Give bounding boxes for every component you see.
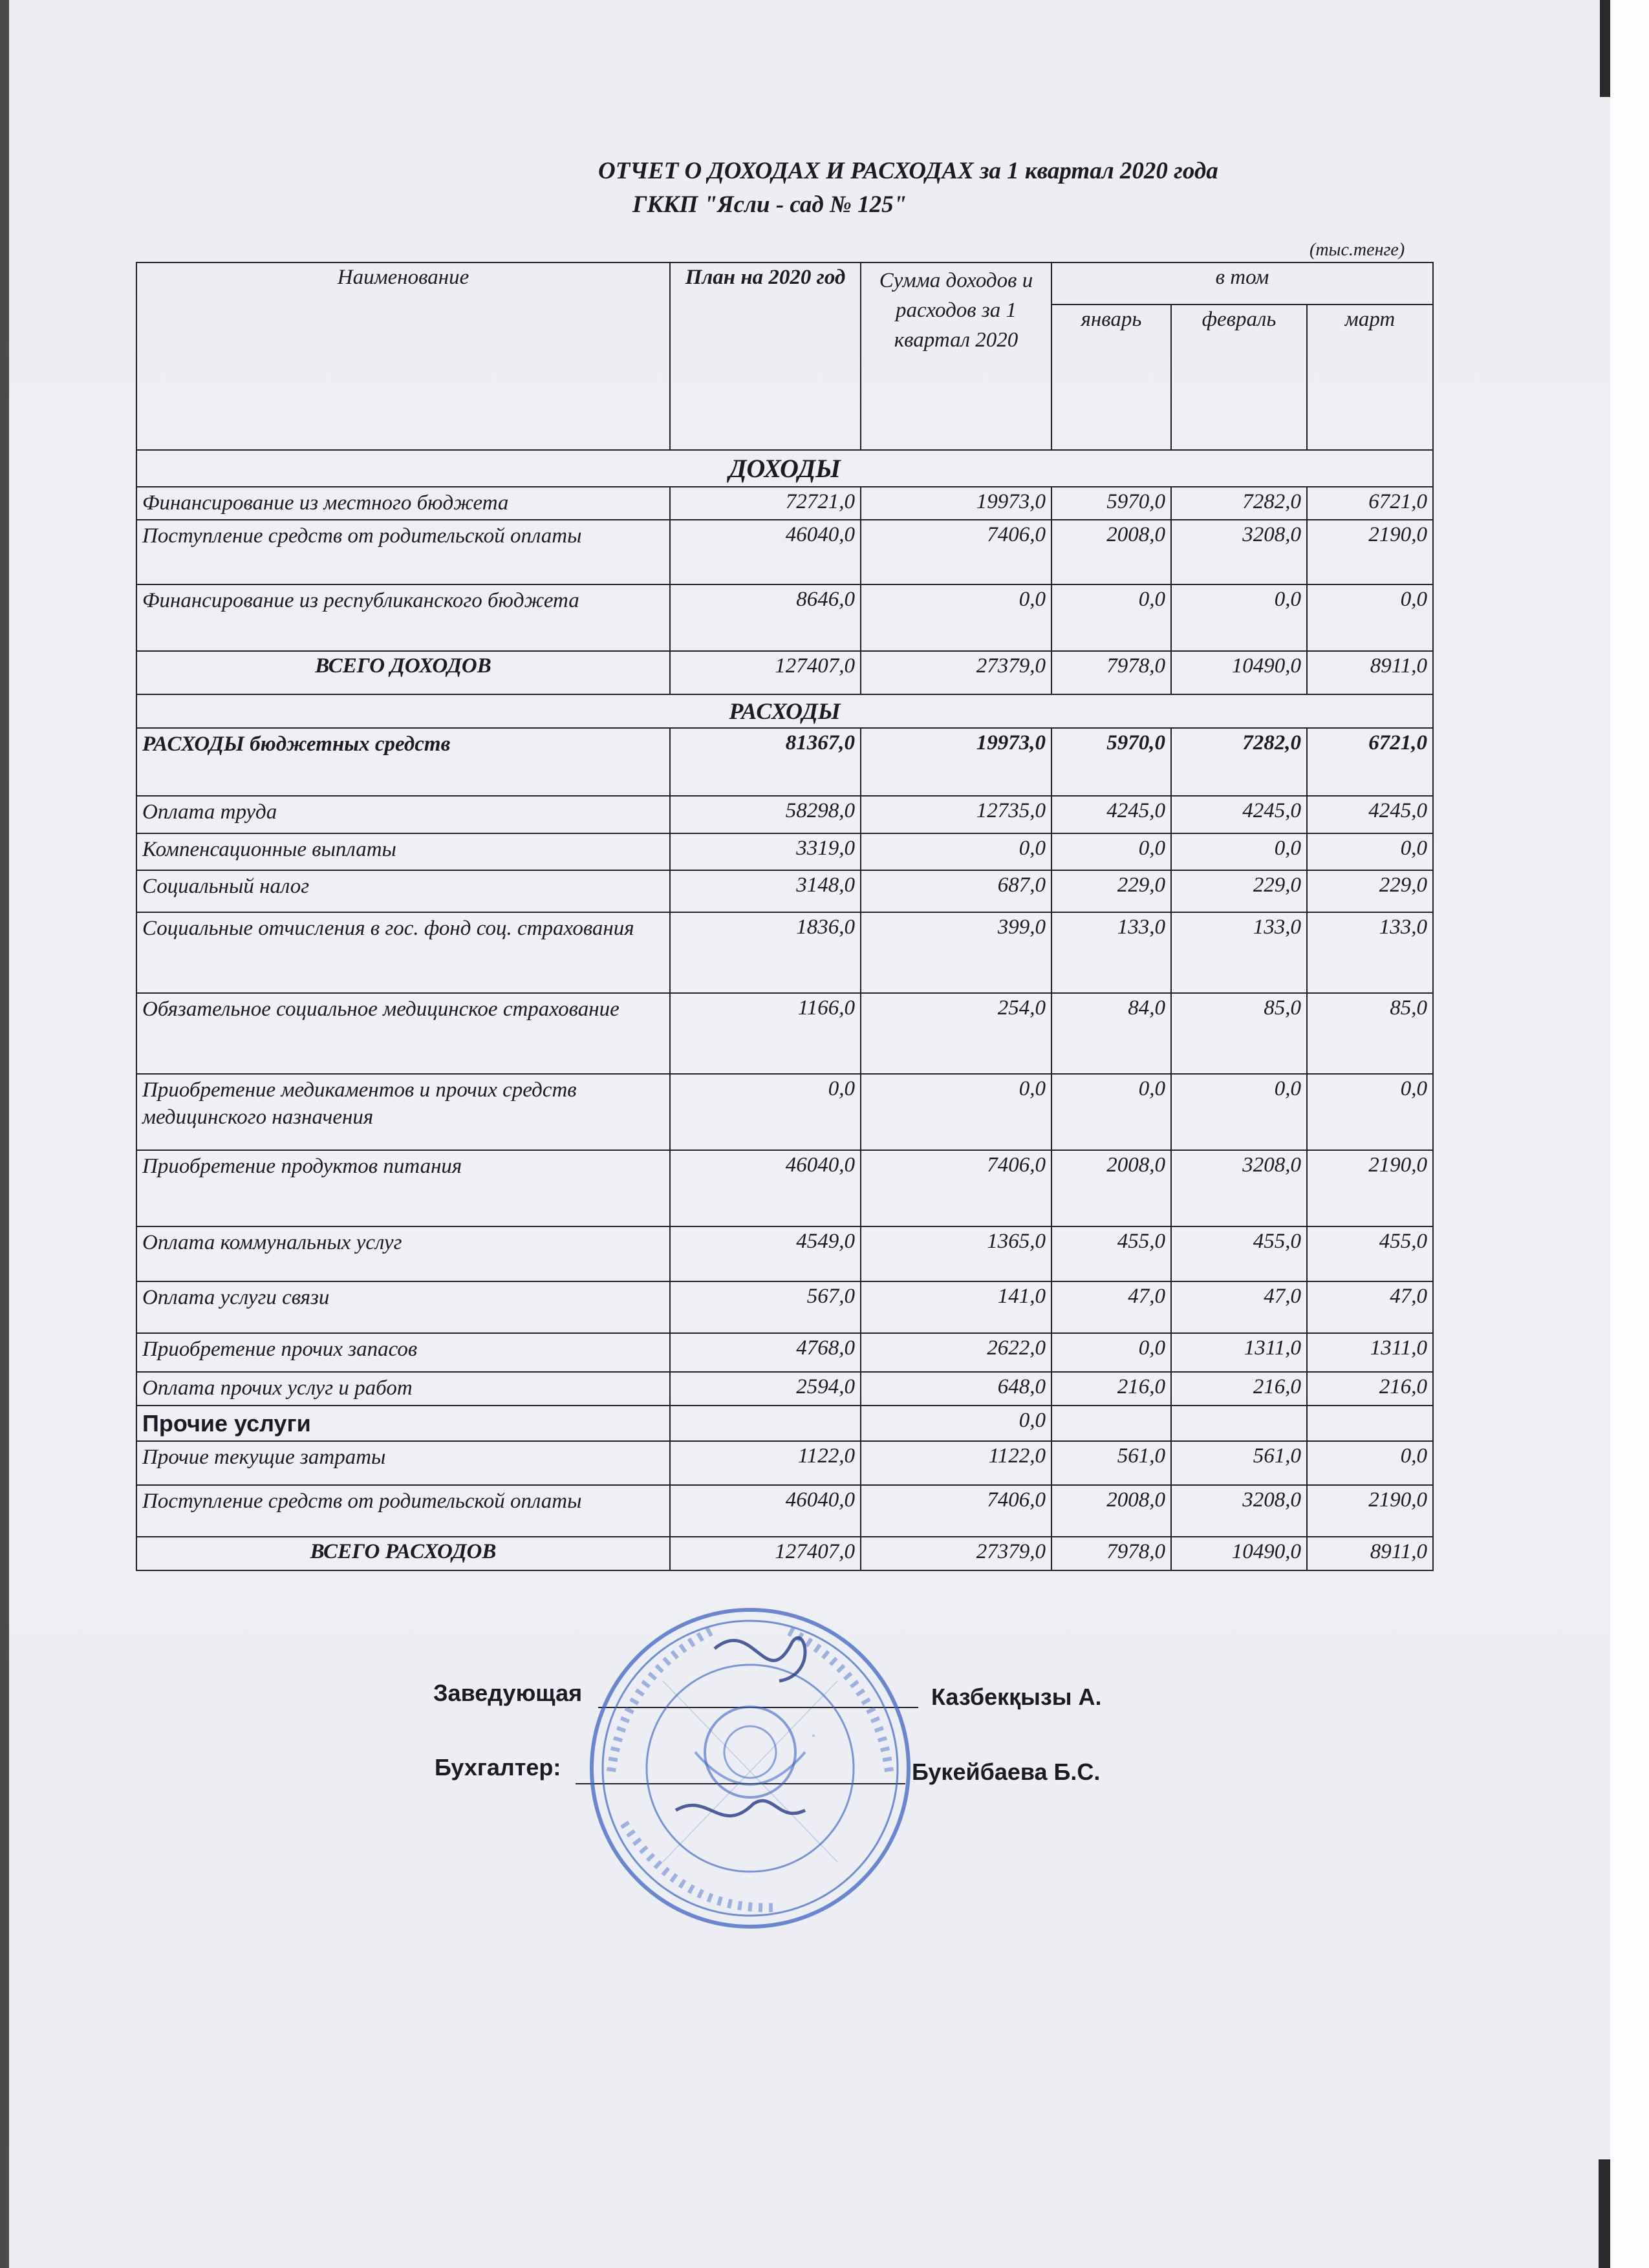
expense-row [136, 1441, 1433, 1485]
row-name-cell: Социальный налог [136, 870, 670, 912]
value-cell-plan: 1122,0 [670, 1441, 861, 1485]
value-cell-sum: 19973,0 [861, 487, 1051, 520]
value-cell-mar: 216,0 [1307, 1372, 1433, 1406]
value-cell-jan: 7978,0 [1051, 651, 1171, 694]
value-cell-mar: 6721,0 [1307, 487, 1433, 520]
value-cell-mar: 0,0 [1307, 1441, 1433, 1485]
header-including: в том [1051, 262, 1433, 305]
income-row [136, 520, 1433, 584]
value-cell-sum: 1365,0 [861, 1226, 1051, 1281]
row-name-cell: Обязательное социальное медицинское страхование [136, 993, 670, 1074]
header-sum: Сумма доходов и расходов за 1 квартал 2020 [861, 262, 1051, 450]
value-cell-sum: 27379,0 [861, 651, 1051, 694]
value-cell-plan: 567,0 [670, 1281, 861, 1333]
scan-edge-mark-top [1600, 0, 1610, 97]
value-cell-sum: 687,0 [861, 870, 1051, 912]
expense-section-row [136, 694, 1433, 728]
header-row-1 [136, 262, 1433, 305]
value-cell-jan: 2008,0 [1051, 1150, 1171, 1226]
value-cell-feb: 229,0 [1171, 870, 1307, 912]
value-cell-sum: 648,0 [861, 1372, 1051, 1406]
row-name-cell: Социальные отчисления в гос. фонд соц. страхования [136, 912, 670, 993]
row-name-cell: Финансирование из местного бюджета [136, 487, 670, 520]
value-cell-feb: 10490,0 [1171, 651, 1307, 694]
expense-row [136, 796, 1433, 833]
header-plan: План на 2020 год [670, 262, 861, 450]
value-cell-jan: 5970,0 [1051, 487, 1171, 520]
value-cell-plan: 46040,0 [670, 1485, 861, 1537]
value-cell-plan: 46040,0 [670, 520, 861, 584]
value-cell-feb: 7282,0 [1171, 728, 1307, 796]
income-total-row [136, 651, 1433, 694]
expense-row [136, 833, 1433, 870]
value-cell-feb: 4245,0 [1171, 796, 1307, 833]
row-name-cell: Финансирование из республиканского бюджета [136, 584, 670, 651]
report-table [136, 262, 1434, 1571]
value-cell-mar: 85,0 [1307, 993, 1433, 1074]
expense-row [136, 1333, 1433, 1372]
value-cell-plan: 8646,0 [670, 584, 861, 651]
value-cell-jan: 5970,0 [1051, 728, 1171, 796]
value-cell-plan: 4768,0 [670, 1333, 861, 1372]
value-cell-sum: 0,0 [861, 833, 1051, 870]
row-name-cell: Приобретение прочих запасов [136, 1333, 670, 1372]
value-cell-plan: 2594,0 [670, 1372, 861, 1406]
scan-edge-mark-bottom [1599, 2159, 1610, 2268]
expense-budget-row [136, 728, 1433, 796]
value-cell-feb: 3208,0 [1171, 1485, 1307, 1537]
value-cell-mar: 2190,0 [1307, 520, 1433, 584]
expense-row [136, 912, 1433, 993]
units-note: (тыс.тенге) [1310, 240, 1405, 260]
value-cell-jan: 561,0 [1051, 1441, 1171, 1485]
row-name-cell: Приобретение медикаментов и прочих средств медицинского назначения [136, 1074, 670, 1150]
expense-total-row [136, 1537, 1433, 1570]
expense-row [136, 870, 1433, 912]
value-cell-jan: 216,0 [1051, 1372, 1171, 1406]
value-cell-sum: 2622,0 [861, 1333, 1051, 1372]
value-cell-sum: 1122,0 [861, 1441, 1051, 1485]
value-cell-mar: 1311,0 [1307, 1333, 1433, 1372]
value-cell-jan: 4245,0 [1051, 796, 1171, 833]
expense-row [136, 993, 1433, 1074]
value-cell-feb: 216,0 [1171, 1372, 1307, 1406]
value-cell-jan: 47,0 [1051, 1281, 1171, 1333]
value-cell-sum: 7406,0 [861, 520, 1051, 584]
row-name-cell: Поступление средств от родительской оплаты [136, 520, 670, 584]
value-cell-jan: 229,0 [1051, 870, 1171, 912]
value-cell-sum: 12735,0 [861, 796, 1051, 833]
value-cell-plan: 1836,0 [670, 912, 861, 993]
report-title: ОТЧЕТ О ДОХОДАХ И РАСХОДАХ за 1 квартал 2020 года [598, 158, 1218, 184]
value-cell-mar: 229,0 [1307, 870, 1433, 912]
header-name: Наименование [136, 262, 670, 450]
svg-text:*: * [812, 1732, 815, 1741]
accountant-name: Букейбаева Б.С. [912, 1759, 1101, 1785]
value-cell-sum: 0,0 [861, 1406, 1051, 1441]
expense-row [136, 1074, 1433, 1150]
value-cell-mar: 8911,0 [1307, 1537, 1433, 1570]
value-cell-plan: 0,0 [670, 1074, 861, 1150]
expense-section-label: РАСХОДЫ [136, 694, 1433, 728]
row-name-cell: ВСЕГО ДОХОДОВ [136, 651, 670, 694]
header-feb: февраль [1171, 305, 1307, 450]
official-seal [585, 1603, 915, 1933]
value-cell-plan: 3319,0 [670, 833, 861, 870]
row-name-cell: РАСХОДЫ бюджетных средств [136, 728, 670, 796]
row-name-cell: Прочие услуги [136, 1406, 670, 1441]
head-role: Заведующая [433, 1680, 583, 1706]
row-name-cell: Оплата труда [136, 796, 670, 833]
income-row [136, 584, 1433, 651]
value-cell-plan: 46040,0 [670, 1150, 861, 1226]
header-jan: январь [1051, 305, 1171, 450]
value-cell-plan: 81367,0 [670, 728, 861, 796]
value-cell-jan: 84,0 [1051, 993, 1171, 1074]
row-name-cell: Компенсационные выплаты [136, 833, 670, 870]
expense-row [136, 1372, 1433, 1406]
value-cell-plan: 3148,0 [670, 870, 861, 912]
value-cell-mar: 2190,0 [1307, 1485, 1433, 1537]
value-cell-mar: 6721,0 [1307, 728, 1433, 796]
scan-edge-left [0, 0, 9, 2268]
value-cell-mar: 0,0 [1307, 833, 1433, 870]
value-cell-sum: 254,0 [861, 993, 1051, 1074]
value-cell-feb: 85,0 [1171, 993, 1307, 1074]
expense-row [136, 1485, 1433, 1537]
value-cell-feb: 0,0 [1171, 1074, 1307, 1150]
expense-row [136, 1406, 1433, 1441]
value-cell-plan: 1166,0 [670, 993, 861, 1074]
expense-row [136, 1281, 1433, 1333]
expense-row [136, 1226, 1433, 1281]
value-cell-jan: 2008,0 [1051, 1485, 1171, 1537]
row-name-cell: Приобретение продуктов питания [136, 1150, 670, 1226]
value-cell-mar: 0,0 [1307, 584, 1433, 651]
value-cell-feb: 10490,0 [1171, 1537, 1307, 1570]
value-cell-feb: 455,0 [1171, 1226, 1307, 1281]
value-cell-feb: 47,0 [1171, 1281, 1307, 1333]
value-cell-feb [1171, 1406, 1307, 1441]
value-cell-mar [1307, 1406, 1433, 1441]
value-cell-feb: 133,0 [1171, 912, 1307, 993]
value-cell-feb: 561,0 [1171, 1441, 1307, 1485]
value-cell-sum: 7406,0 [861, 1485, 1051, 1537]
value-cell-jan: 0,0 [1051, 833, 1171, 870]
value-cell-jan: 133,0 [1051, 912, 1171, 993]
value-cell-plan: 58298,0 [670, 796, 861, 833]
income-section-row [136, 450, 1433, 487]
head-name: Казбекқызы А. [931, 1684, 1102, 1710]
value-cell-jan [1051, 1406, 1171, 1441]
value-cell-plan: 4549,0 [670, 1226, 861, 1281]
value-cell-mar: 455,0 [1307, 1226, 1433, 1281]
header-mar: март [1307, 305, 1433, 450]
value-cell-jan: 0,0 [1051, 1074, 1171, 1150]
value-cell-plan: 127407,0 [670, 651, 861, 694]
expense-row [136, 1150, 1433, 1226]
row-name-cell: Прочие текущие затраты [136, 1441, 670, 1485]
value-cell-mar: 47,0 [1307, 1281, 1433, 1333]
value-cell-plan: 72721,0 [670, 487, 861, 520]
value-cell-sum: 19973,0 [861, 728, 1051, 796]
value-cell-jan: 0,0 [1051, 1333, 1171, 1372]
value-cell-feb: 7282,0 [1171, 487, 1307, 520]
value-cell-sum: 399,0 [861, 912, 1051, 993]
income-row [136, 487, 1433, 520]
row-name-cell: Поступление средств от родительской оплаты [136, 1485, 670, 1537]
value-cell-jan: 7978,0 [1051, 1537, 1171, 1570]
value-cell-mar: 2190,0 [1307, 1150, 1433, 1226]
value-cell-jan: 0,0 [1051, 584, 1171, 651]
report-subtitle: ГККП "Ясли - сад № 125" [632, 191, 907, 218]
value-cell-jan: 455,0 [1051, 1226, 1171, 1281]
value-cell-mar: 8911,0 [1307, 651, 1433, 694]
value-cell-sum: 27379,0 [861, 1537, 1051, 1570]
value-cell-feb: 3208,0 [1171, 520, 1307, 584]
value-cell-mar: 133,0 [1307, 912, 1433, 993]
value-cell-jan: 2008,0 [1051, 520, 1171, 584]
value-cell-feb: 3208,0 [1171, 1150, 1307, 1226]
scan-edge-right [1610, 0, 1649, 2268]
value-cell-plan: 127407,0 [670, 1537, 861, 1570]
row-name-cell: Оплата коммунальных услуг [136, 1226, 670, 1281]
value-cell-feb: 1311,0 [1171, 1333, 1307, 1372]
value-cell-sum: 141,0 [861, 1281, 1051, 1333]
income-section-label: ДОХОДЫ [136, 450, 1433, 487]
value-cell-sum: 7406,0 [861, 1150, 1051, 1226]
row-name-cell: Оплата прочих услуг и работ [136, 1372, 670, 1406]
value-cell-sum: 0,0 [861, 584, 1051, 651]
value-cell-mar: 4245,0 [1307, 796, 1433, 833]
value-cell-feb: 0,0 [1171, 833, 1307, 870]
row-name-cell: ВСЕГО РАСХОДОВ [136, 1537, 670, 1570]
value-cell-plan [670, 1406, 861, 1441]
row-name-cell: Оплата услуги связи [136, 1281, 670, 1333]
value-cell-feb: 0,0 [1171, 584, 1307, 651]
accountant-role: Бухгалтер: [435, 1754, 561, 1781]
value-cell-mar: 0,0 [1307, 1074, 1433, 1150]
value-cell-sum: 0,0 [861, 1074, 1051, 1150]
